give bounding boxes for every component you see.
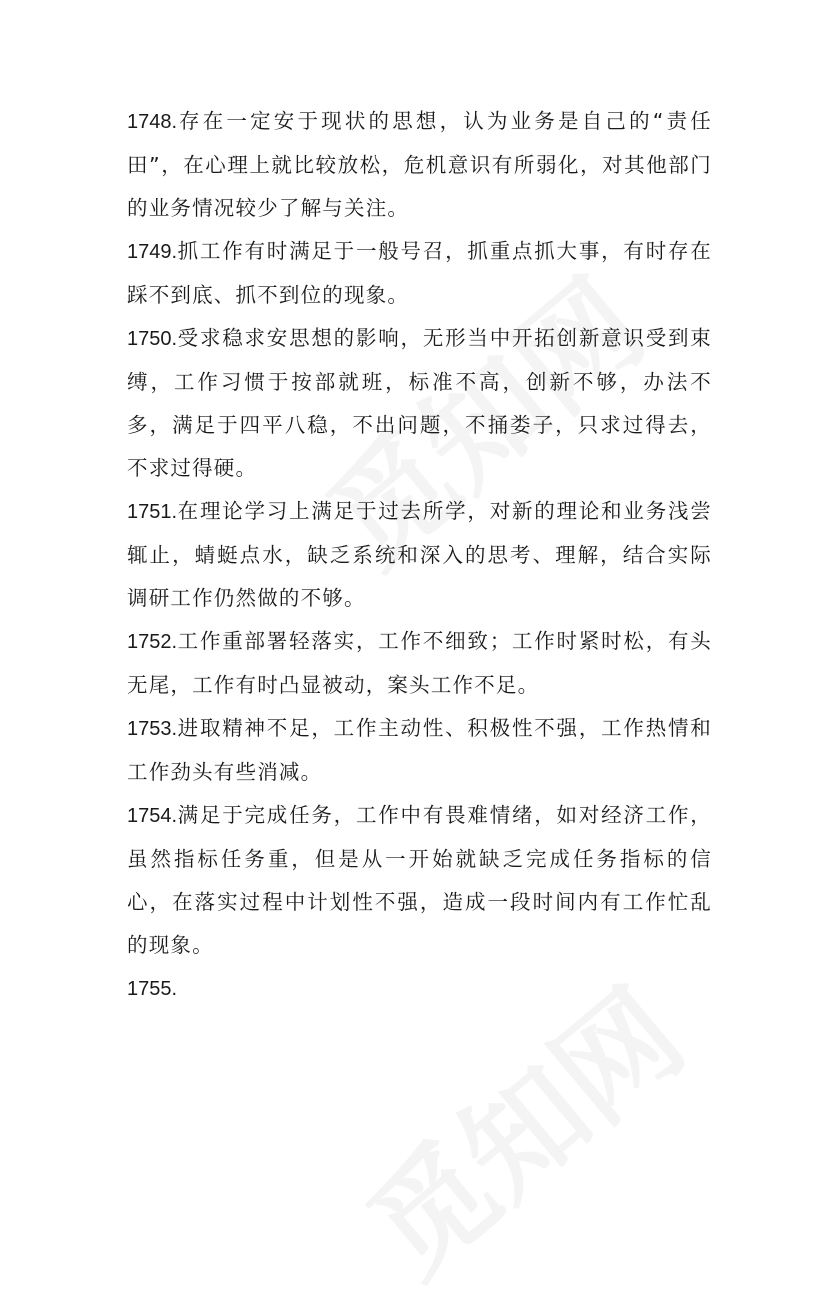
item-text: 满足于完成任务，工作中有畏难情绪，如对经济工作，虽然指标任务重，但是从一开始就缺乏完成任务指标的信心，在落实过程中计划性不强，造成一段时间内有工作忙乱的现象。 — [127, 803, 712, 957]
item-number: 1750. — [127, 328, 178, 350]
list-item — [127, 707, 712, 794]
list-item — [127, 230, 712, 317]
item-text: 存在一定安于现状的思想，认为业务是自己的“责任田”，在心理上就比较放松，危机意识有所弱化，对其他部门的业务情况较少了解与关注。 — [127, 109, 712, 220]
item-number: 1752. — [127, 631, 178, 653]
item-number: 1755. — [127, 978, 178, 1000]
item-number: 1751. — [127, 501, 178, 523]
item-text: 进取精神不足，工作主动性、积极性不强，工作热情和工作劲头有些消减。 — [127, 716, 712, 784]
item-number: 1749. — [127, 241, 178, 263]
document-body — [127, 100, 712, 1011]
item-text: 受求稳求安思想的影响，无形当中开拓创新意识受到束缚，工作习惯于按部就班，标准不高，创新不够，办法不多，满足于四平八稳，不出问题，不捅娄子，只求过得去，不求过得硬。 — [127, 326, 712, 480]
list-item — [127, 490, 712, 620]
item-text: 抓工作有时满足于一般号召，抓重点抓大事，有时存在踩不到底、抓不到位的现象。 — [127, 239, 712, 307]
item-text: 在理论学习上满足于过去所学，对新的理论和业务浅尝辄止，蜻蜓点水，缺乏系统和深入的思考、理解，结合实际调研工作仍然做的不够。 — [127, 499, 712, 610]
item-number: 1754. — [127, 805, 178, 827]
list-item — [127, 317, 712, 490]
list-item — [127, 967, 712, 1011]
list-item — [127, 620, 712, 707]
item-number: 1753. — [127, 718, 178, 740]
item-number: 1748. — [127, 111, 178, 133]
list-item — [127, 794, 712, 967]
item-text: 工作重部署轻落实，工作不细致；工作时紧时松，有头无尾，工作有时凸显被动，案头工作不足。 — [127, 629, 712, 697]
list-item — [127, 100, 712, 230]
